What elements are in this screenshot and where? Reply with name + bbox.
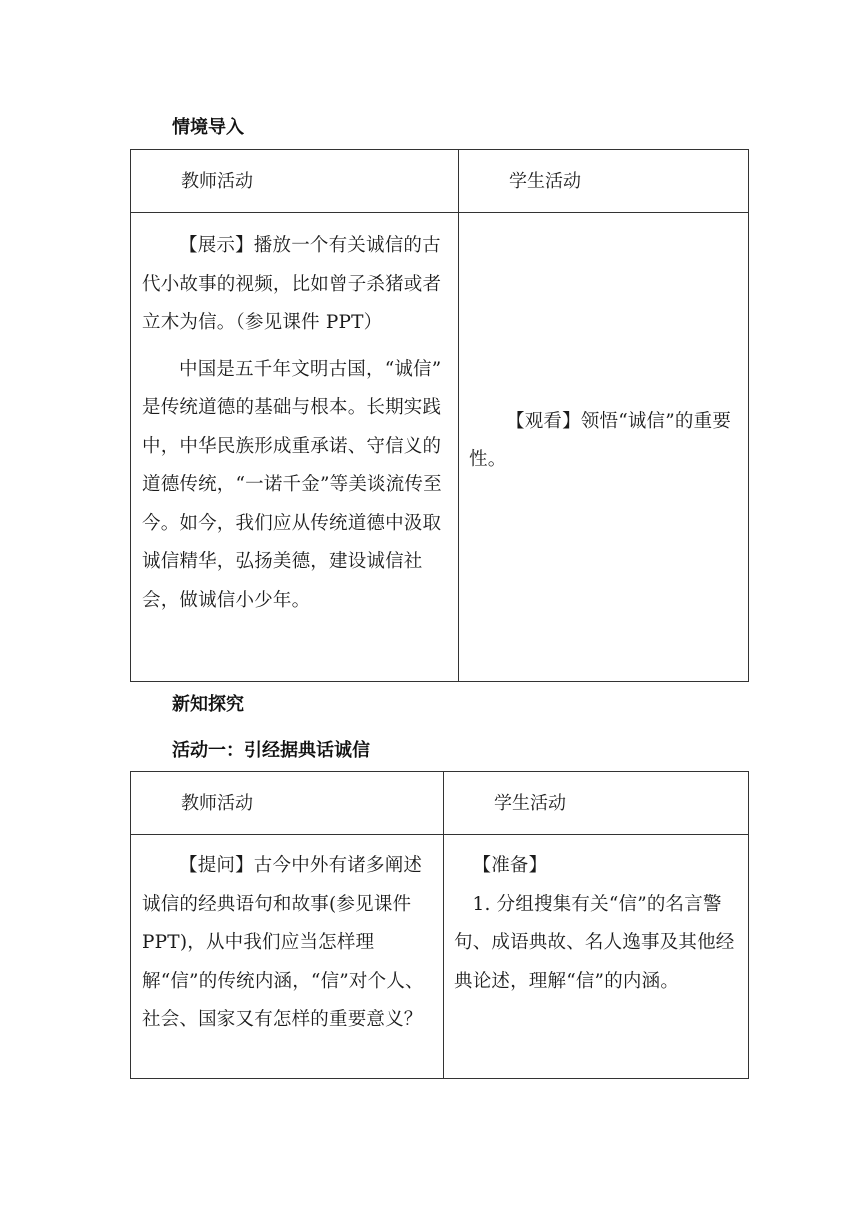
section-heading-activity-one: 活动一：引经据典话诚信: [172, 740, 370, 761]
student-activity-cell: [459, 213, 749, 682]
student-prepare-item: 1. 分组搜集有关“信”的名言警句、成语典故、名人逸事及其他经典论述，理解“信”的内涵。: [454, 893, 735, 992]
teacher-activity-cell: [131, 835, 444, 1079]
teacher-activity-header: 教师活动: [181, 793, 253, 814]
student-activity-header: 学生活动: [494, 793, 566, 814]
table-body-row: [131, 835, 749, 1079]
teacher-activity-header: 教师活动: [181, 171, 253, 192]
section-heading-situation-intro: 情境导入: [172, 117, 244, 138]
student-prepare-label: 【准备】: [472, 855, 548, 876]
student-watch-paragraph: 【观看】领悟“诚信”的重要性。: [469, 410, 732, 470]
table-header-row: [131, 772, 749, 835]
table-body-row: [131, 213, 749, 682]
teacher-question-paragraph: 【提问】古今中外有诸多阐述诚信的经典语句和故事(参见课件PPT)，从中我们应当怎样理解“信”的传统内涵，“信”对个人、社会、国家又有怎样的重要意义？: [142, 855, 424, 1030]
student-activity-header: 学生活动: [509, 171, 581, 192]
teacher-activity-header-cell: [131, 772, 444, 835]
lesson-table-situation: [130, 149, 749, 682]
teacher-activity-cell: [131, 213, 459, 682]
section-heading-new-knowledge: 新知探究: [172, 694, 244, 715]
teacher-explain-paragraph: 中国是五千年文明古国，“诚信” 是传统道德的基础与根本。长期实践中，中华民族形成重承诺、守信义的道德传统，“一诺千金”等美谈流传至今。如今，我们应从传统道德中汲取诚信精华，弘扬美德，建设诚信社会，做诚信小少年。: [142, 358, 442, 611]
table-header-row: [131, 150, 749, 213]
lesson-table-activity-one: [130, 771, 749, 1079]
student-activity-cell: [444, 835, 749, 1079]
student-activity-header-cell: [444, 772, 749, 835]
teacher-show-paragraph: 【展示】播放一个有关诚信的古代小故事的视频，比如曾子杀猪或者立木为信。（参见课件 PPT）: [142, 235, 442, 333]
student-activity-header-cell: [459, 150, 749, 213]
teacher-activity-header-cell: [131, 150, 459, 213]
